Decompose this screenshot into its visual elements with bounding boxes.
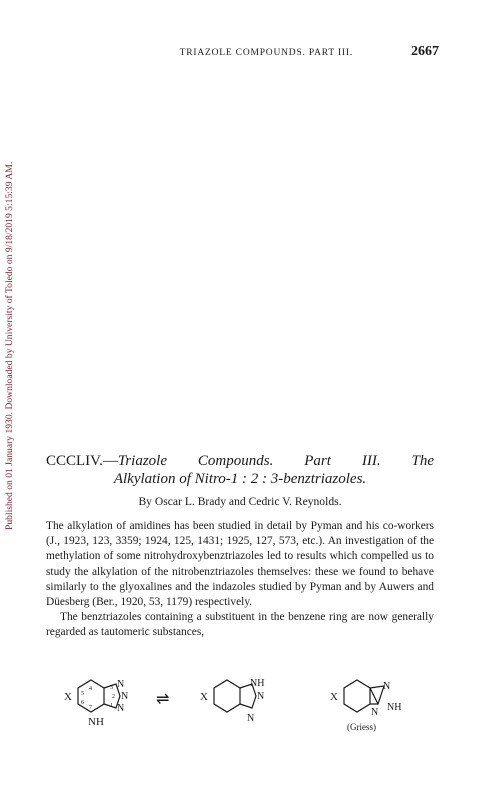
atom-nh: NH	[88, 716, 104, 728]
benzene-ring	[344, 680, 370, 712]
atom-n: N	[121, 691, 129, 702]
title-line-2: Alkylation of Nitro-1 : 2 : 3-benztriazoles.	[113, 471, 367, 487]
authors: By Oscar L. Brady and Cedric V. Reynolds.	[138, 495, 342, 508]
ring-number: 2	[112, 694, 115, 700]
substituent-x: X	[330, 691, 338, 703]
atom-n: N	[117, 703, 125, 714]
figure-caption: (Griess)	[347, 722, 376, 732]
atom-n: N	[117, 679, 125, 690]
download-notice: Published on 01 January 1930. Downloaded by University of Toledo on 9/18/2019 5:15:39 AM.	[4, 161, 15, 530]
title-word: CCCLIV.—Triazole	[46, 453, 168, 469]
title-word: Part	[304, 453, 331, 469]
structures-svg	[40, 670, 440, 770]
running-title: TRIAZOLE COMPOUNDS. PART III.	[179, 48, 353, 58]
ring-number: 7	[89, 705, 92, 711]
article-title	[46, 452, 434, 488]
atom-nh: NH	[250, 678, 265, 689]
substituent-x: X	[64, 691, 72, 703]
title-word: III.	[361, 453, 381, 469]
substituent-x: X	[200, 691, 208, 703]
page-number: 2667	[411, 44, 439, 59]
paragraph: The benztriazoles containing a substituent in the benzene ring are now generally regarded as tautomeric substances,	[46, 611, 434, 639]
paragraph: The alkylation of amidines has been studied in detail by Pyman and his co-workers (J., 1923, 123, 3359; 1924, 125, 1431; 1925, 127, 573, etc.). An investigation of the methylation of some nitrohydroxybenztriazoles led to results which compelled us to study the alkylation of the nitrobenztriazoles themselves: these we found to behave similarly to the glyoxalines and the indazoles studied by Pyman and by Auwers and Düesberg (Ber., 1920, 53, 1179) respectively.	[46, 520, 434, 609]
atom-nh: NH	[387, 702, 402, 713]
running-head	[44, 44, 439, 60]
article-body	[46, 519, 434, 641]
atom-n: N	[257, 691, 265, 702]
ring-number: 5	[81, 691, 84, 697]
ring-number: 4	[89, 686, 92, 692]
bridge-bond	[370, 688, 378, 704]
ring-number: 6	[81, 700, 84, 706]
atom-n: N	[247, 713, 255, 724]
title-line-1	[46, 452, 434, 470]
atom-n: N	[383, 681, 391, 692]
ring-number: 3	[110, 685, 113, 691]
tautomer-structures-figure	[40, 670, 440, 770]
benzene-ring	[214, 680, 240, 712]
equilibrium-arrow: ⇌	[156, 691, 170, 708]
ring-number: 1	[110, 703, 113, 709]
atom-n: N	[371, 707, 379, 718]
title-word: Compounds.	[197, 453, 274, 469]
title-word: The	[411, 453, 434, 469]
